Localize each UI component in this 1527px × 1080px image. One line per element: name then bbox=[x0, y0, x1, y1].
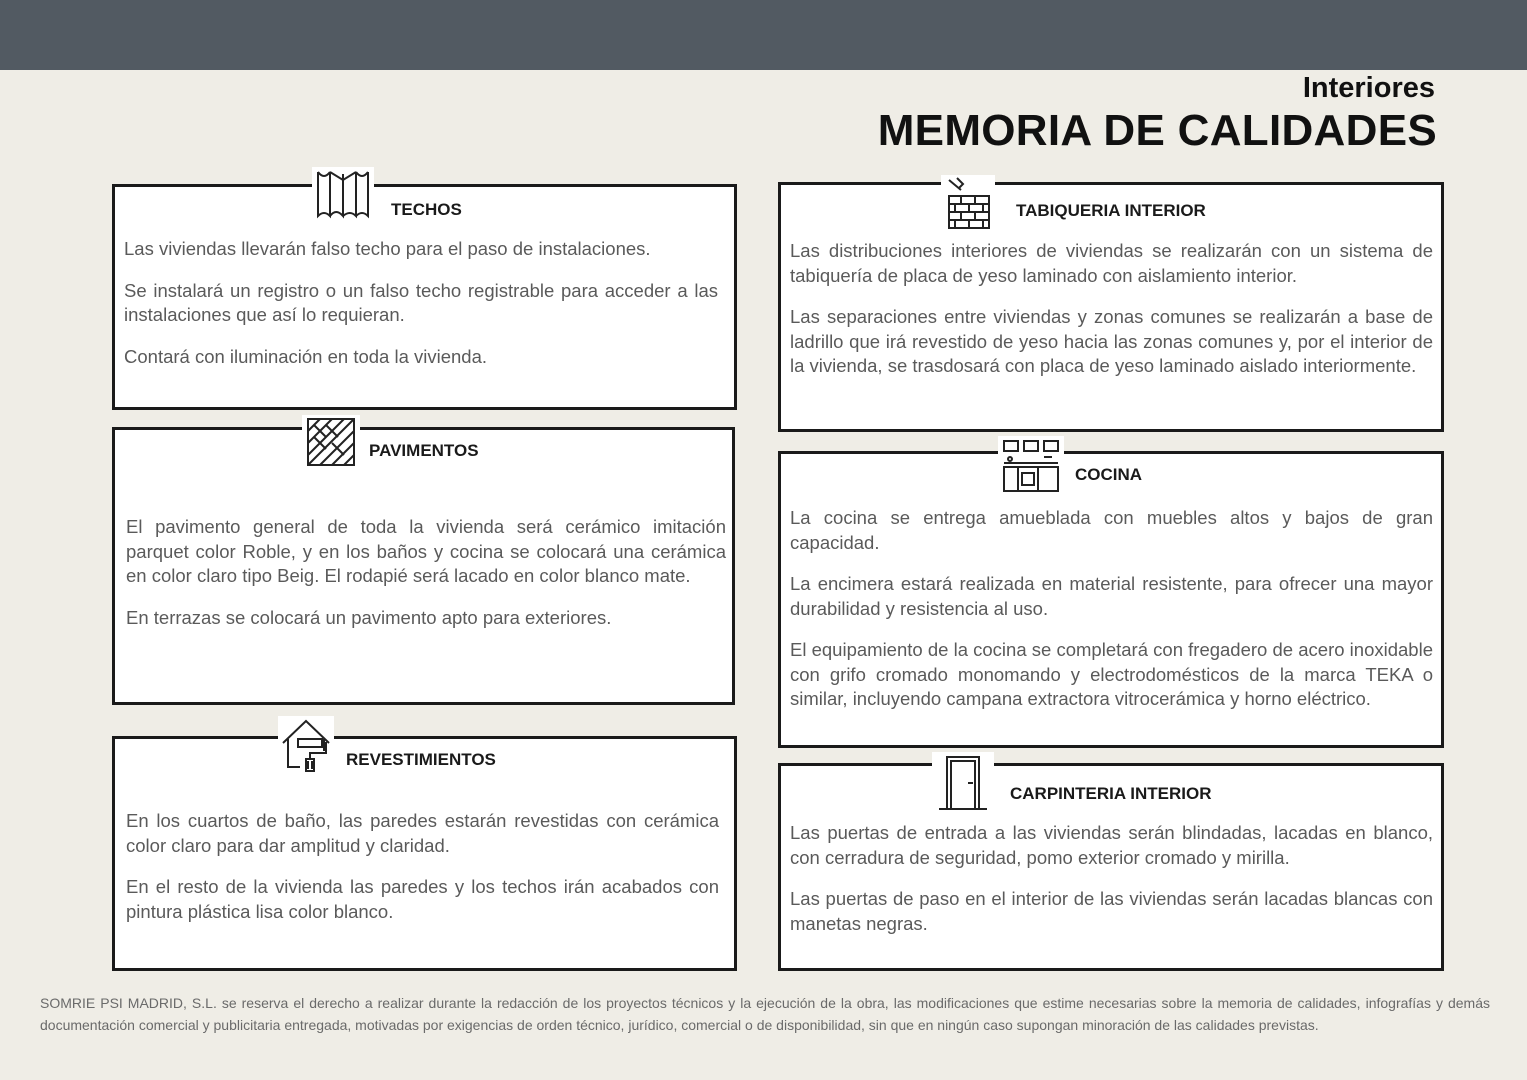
revestimientos-paragraph: En el resto de la vivienda las paredes y los techos irán acabados con pintura plástica lisa color blanco. bbox=[126, 876, 719, 922]
techos-body bbox=[124, 237, 718, 386]
brick-wall-trowel-icon bbox=[941, 175, 995, 233]
ceiling-icon bbox=[312, 167, 374, 223]
techos-heading: TECHOS bbox=[391, 200, 462, 219]
carpinteria-paragraph: Las puertas de entrada a las viviendas serán blindadas, lacadas en blanco, con cerradura de seguridad, pomo exterior cromado y mirilla. bbox=[790, 822, 1433, 868]
techos-paragraph: Contará con iluminación en toda la vivienda. bbox=[124, 345, 488, 367]
cocina-paragraph: El equipamiento de la cocina se completará con fregadero de acero inoxidable con grifo cromado monomando y electrodomésticos de la marca TEKA o similar, incluyendo campana extractora vitrocerámica y horno eléctrico. bbox=[790, 639, 1433, 709]
techos-paragraph: Se instalará un registro o un falso techo registrable para acceder a las instalaciones que así lo requieran. bbox=[124, 279, 718, 325]
revestimientos-paragraph: En los cuartos de baño, las paredes estarán revestidas con cerámica color claro para dar amplitud y claridad. bbox=[126, 810, 719, 856]
carpinteria-body bbox=[790, 821, 1433, 953]
techos-paragraph: Las viviendas llevarán falso techo para el paso de instalaciones. bbox=[124, 238, 651, 259]
cocina-paragraph: La cocina se entrega amueblada con muebles altos y bajos de gran capacidad. bbox=[790, 507, 1433, 553]
tabiqueria-paragraph: Las distribuciones interiores de viviendas se realizarán con un sistema de tabiquería de placa de yeso laminado con aislamiento interior. bbox=[790, 240, 1433, 286]
pavimentos-body bbox=[126, 515, 726, 647]
document-subtitle: Interiores bbox=[1302, 72, 1435, 104]
kitchen-icon bbox=[998, 436, 1064, 494]
legal-disclaimer: SOMRIE PSI MADRID, S.L. se reserva el derecho a realizar durante la redacción de los proyectos técnicos y la ejecución de la obra, las modificaciones que estime necesarias sobre la memoria de calidades, infografías y demás documentación comercial y publicitaria entregada, motivadas por exigencias de orden técnico, jurídico, comercial o de disponibilidad, sin que en ningún caso supongan minoración de las calidades previstas. bbox=[40, 995, 1490, 1033]
revestimientos-body bbox=[126, 809, 719, 941]
floor-tiles-icon bbox=[302, 415, 360, 469]
carpinteria-heading: CARPINTERIA INTERIOR bbox=[1010, 784, 1212, 803]
document-title: MEMORIA DE CALIDADES bbox=[877, 106, 1437, 155]
tabiqueria-paragraph: Las separaciones entre viviendas y zonas comunes se realizarán a base de ladrillo que irá revestido de yeso hacia las zonas comunes y, por el interior de la vivienda, se trasdosará con placa de yeso laminado aislado interiormente. bbox=[790, 306, 1433, 376]
top-banner bbox=[0, 0, 1527, 70]
revestimientos-heading: REVESTIMIENTOS bbox=[346, 750, 496, 769]
tabiqueria-heading: TABIQUERIA INTERIOR bbox=[1016, 201, 1206, 220]
cocina-heading: COCINA bbox=[1075, 465, 1143, 484]
carpinteria-paragraph: Las puertas de paso en el interior de las viviendas serán lacadas blancas con manetas negras. bbox=[790, 888, 1433, 934]
pavimentos-paragraph: El pavimento general de toda la vivienda será cerámico imitación parquet color Roble, y en los baños y cocina se colocará una cerámica en color claro tipo Beig. El rodapié será lacado en color blanco mate. bbox=[126, 516, 726, 586]
paint-roller-house-icon bbox=[278, 716, 334, 776]
cocina-paragraph: La encimera estará realizada en material resistente, para ofrecer una mayor durabilidad y resistencia al uso. bbox=[790, 573, 1433, 619]
pavimentos-paragraph: En terrazas se colocará un pavimento apto para exteriores. bbox=[126, 606, 612, 628]
cocina-body bbox=[790, 506, 1433, 729]
tabiqueria-body bbox=[790, 239, 1433, 396]
pavimentos-heading: PAVIMENTOS bbox=[369, 441, 479, 460]
door-icon bbox=[932, 752, 994, 814]
